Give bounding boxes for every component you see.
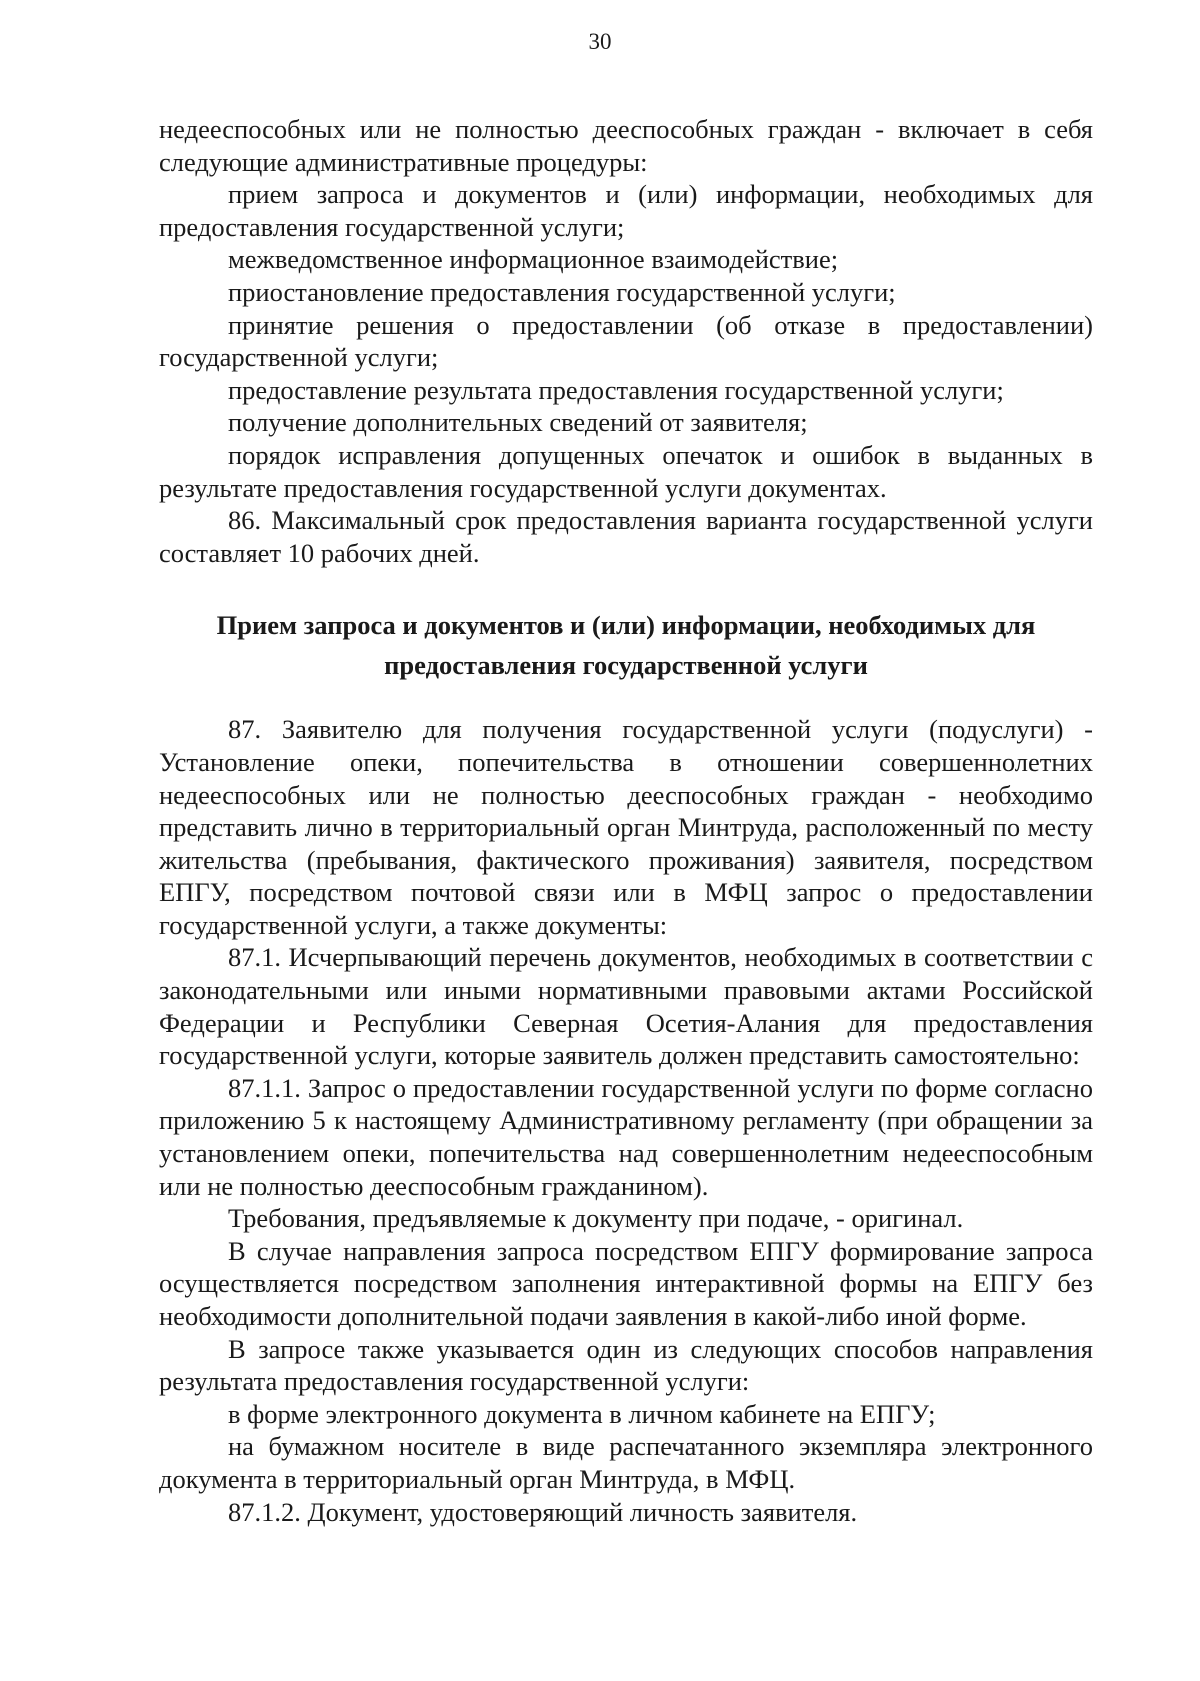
paragraph: 86. Максимальный срок предоставления варианта государственной услуги составляет 10 рабочих дней. [159,505,1093,568]
paragraph: 87.1.2. Документ, удостоверяющий личность заявителя. [228,1496,858,1527]
paragraph: 87.1.1. Запрос о предоставлении государственной услуги по форме согласно приложению 5 к настоящему Административному регламенту (при обращении за установлением опеки, попечительства над совершеннолетним недееспособным или не полностью дееспособным гражданином). [159,1072,1093,1201]
list-item: прием запроса и документов и (или) информации, необходимых для предоставления государственной услуги; [159,179,1093,242]
paragraph: Требования, предъявляемые к документу при подаче, - оригинал. [228,1203,964,1234]
list-item: принятие решения о предоставлении (об отказе в предоставлении) государственной услуги; [159,309,1093,373]
page-number: 30 [588,29,612,54]
list-item: в форме электронного документа в личном кабинете на ЕПГУ; [228,1398,936,1429]
paragraph: В запросе также указывается один из следующих способов направления результата предоставления государственной услуги: [159,1333,1093,1397]
list-item: получение дополнительных сведений от заявителя; [228,407,808,438]
paragraph: недееспособных или не полностью дееспособных граждан - включает в себя следующие административные процедуры: [159,114,1093,177]
list-item: приостановление предоставления государственной услуги; [228,276,896,307]
paragraph: 87.1. Исчерпывающий перечень документов, необходимых в соответствии с законодательными или иными нормативными правовыми актами Российской Федерации и Республики Северная Осетия-Алания для предоставления государственной услуги, которые заявитель должен представить самостоятельно: [159,942,1093,1071]
document-body [159,113,1093,1528]
paragraph: 87. Заявителю для получения государственной услуги (подуслуги) - Установление опеки, попечительства в отношении совершеннолетних недееспособных или не полностью дееспособных граждан - необходимо представить лично в территориальный орган Минтруда, расположенный по месту жительства (пребывания, фактического проживания) заявителя, посредством ЕПГУ, посредством почтовой связи или в МФЦ запрос о предоставлении государственной услуги, а также документы: [159,714,1093,940]
list-item: межведомственное информационное взаимодействие; [228,244,839,275]
list-item: предоставление результата предоставления государственной услуги; [228,374,1004,405]
list-item: на бумажном носителе в виде распечатанного экземпляра электронного документа в территориальный орган Минтруда, в МФЦ. [159,1431,1093,1494]
list-item: порядок исправления допущенных опечаток и ошибок в выданных в результате предоставления государственной услуги документах. [159,439,1093,503]
paragraph: В случае направления запроса посредством ЕПГУ формирование запроса осуществляется посредством заполнения интерактивной формы на ЕПГУ без необходимости дополнительной подачи заявления в какой-либо иной форме. [159,1235,1093,1331]
section-heading: Прием запроса и документов и (или) информации, необходимых для предоставления государственной услуги [216,610,1036,681]
